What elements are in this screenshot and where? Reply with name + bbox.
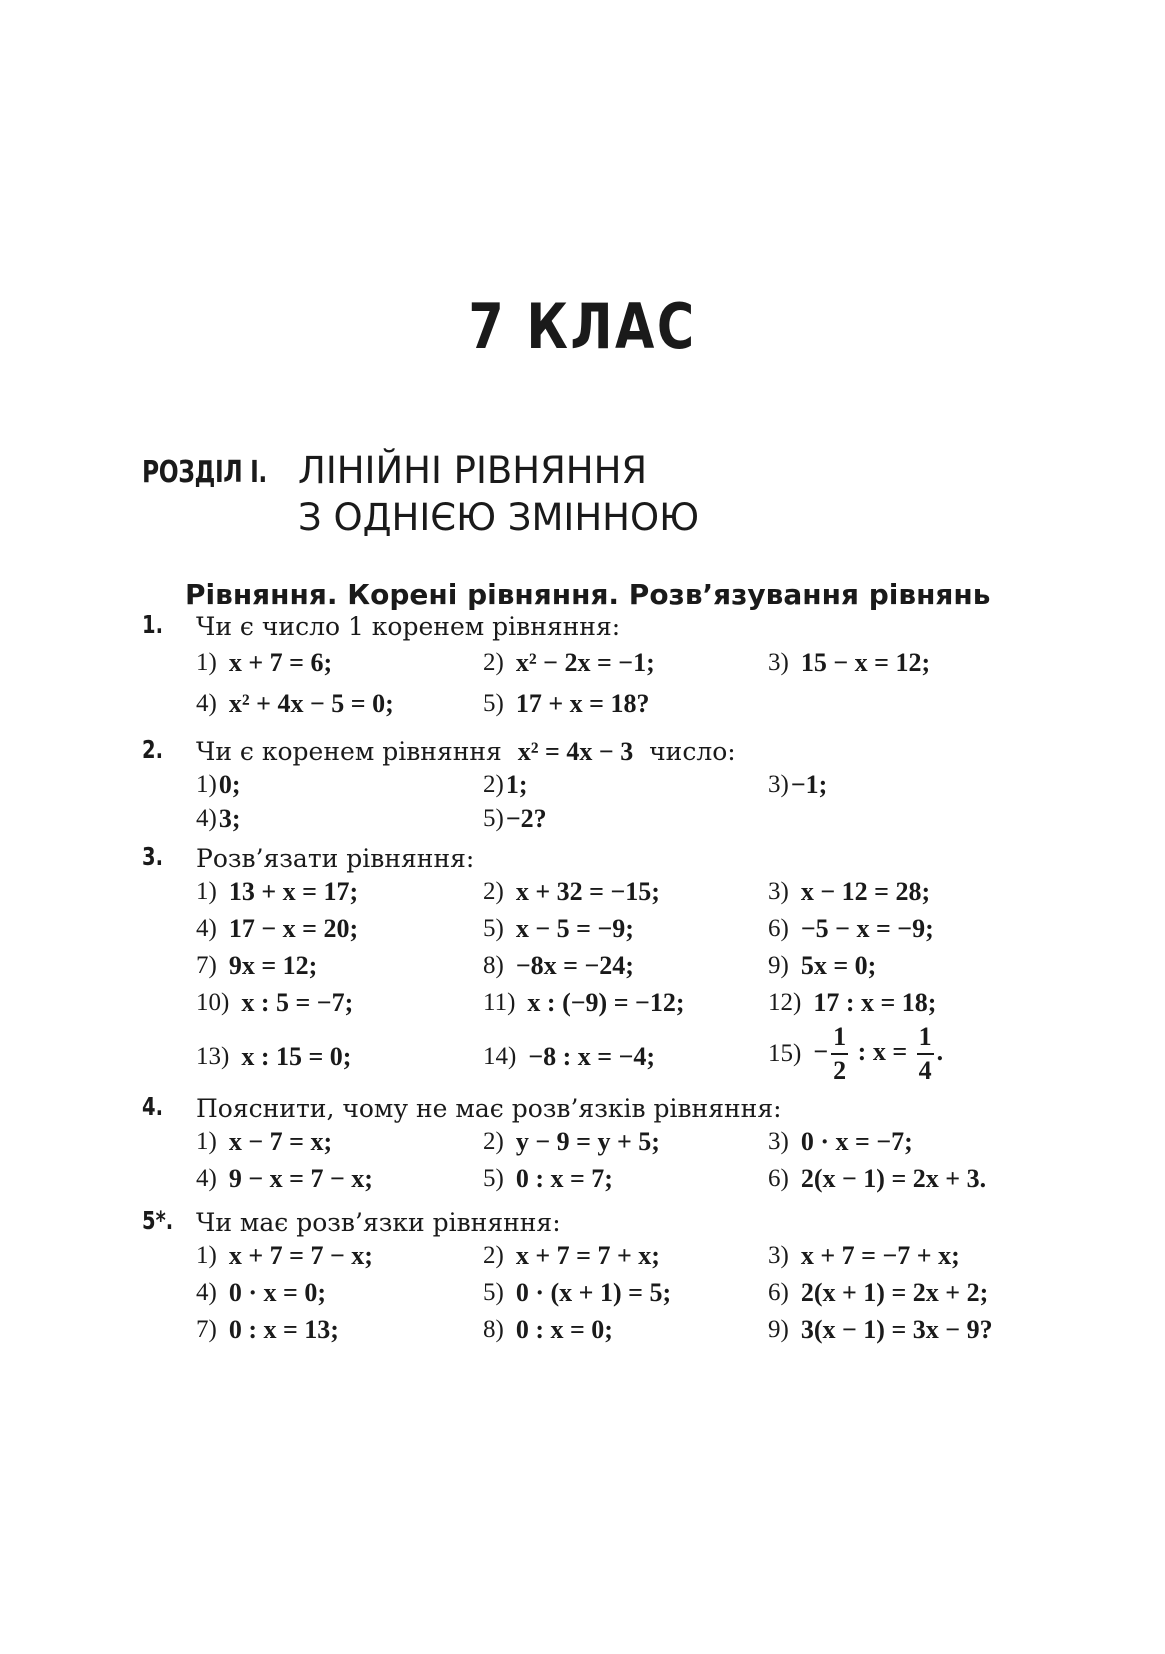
option-number: 3) [768, 649, 789, 676]
grade-title: 7 КЛАС [468, 290, 697, 363]
option-equation: 3(x − 1) = 3x − 9? [800, 1315, 993, 1344]
problem-option [196, 689, 394, 719]
option-equation: 0 · x = 0; [228, 1278, 326, 1307]
option-number: 10) [196, 989, 230, 1016]
problem-prompt [196, 737, 736, 767]
option-equation: 0 · x = −7; [800, 1127, 913, 1156]
problem-option [196, 770, 241, 800]
option-number: 13) [196, 1043, 230, 1070]
problem-option [768, 1164, 986, 1194]
problem-option [483, 1042, 655, 1072]
option-equation: 13 + x = 17; [228, 877, 359, 906]
problem-option [196, 804, 241, 834]
option-equation: 2(x + 1) = 2x + 2; [800, 1278, 989, 1307]
option-number: 6) [768, 1165, 789, 1192]
fraction-equation: − $\frac{1}{2}$ : x = $\frac{1}{4}$ . [813, 1022, 944, 1085]
option-equation: 17 : x = 18; [813, 988, 937, 1017]
problem-prompt: Пояснити, чому не має розв’язків рівняння: [196, 1094, 782, 1123]
problem-option [768, 1241, 960, 1271]
problem-number: 3. [142, 842, 163, 871]
problem-option [196, 1164, 373, 1194]
problem-option [196, 877, 358, 907]
problem-number: 2. [142, 735, 163, 764]
option-equation: x² + 4x − 5 = 0; [228, 689, 394, 718]
option-equation: 9x = 12; [228, 951, 318, 980]
problem-option [483, 951, 634, 981]
option-number: 4) [196, 915, 217, 942]
option-equation: −8x = −24; [515, 951, 634, 980]
fraction [831, 1024, 848, 1084]
section-title-line-1: ЛІНІЙНІ РІВНЯННЯ [298, 449, 648, 492]
option-equation: 2(x − 1) = 2x + 3. [800, 1164, 987, 1193]
problem-option [483, 914, 634, 944]
option-number: 14) [483, 1043, 517, 1070]
problem-option [768, 648, 930, 678]
problem-option [483, 770, 528, 800]
problem-option [196, 648, 332, 678]
problem-option [196, 1241, 373, 1271]
option-equation: 1; [505, 770, 528, 799]
option-equation: −8 : x = −4; [528, 1042, 656, 1071]
option-number: 4) [196, 690, 217, 717]
option-equation: x − 12 = 28; [800, 877, 931, 906]
option-equation: x : 15 = 0; [241, 1042, 352, 1071]
option-number: 2) [483, 1242, 504, 1269]
option-number: 3) [768, 878, 789, 905]
problem-option [483, 988, 685, 1018]
option-number: 8) [483, 952, 504, 979]
problem-option [196, 1127, 332, 1157]
problem-option [768, 770, 827, 800]
option-number: 5) [483, 915, 504, 942]
option-number: 8) [483, 1316, 504, 1343]
option-number: 1) [196, 1128, 217, 1155]
option-number: 3) [768, 1128, 789, 1155]
problem-prompt: Розв’язати рівняння: [196, 844, 475, 873]
problem-option [196, 1278, 326, 1308]
option-equation: 3; [218, 804, 241, 833]
option-number: 5) [483, 690, 504, 717]
option-equation: x − 5 = −9; [515, 914, 634, 943]
option-equation: x + 32 = −15; [515, 877, 660, 906]
option-equation: 0 : x = 0; [515, 1315, 613, 1344]
option-equation: 0 : x = 7; [515, 1164, 613, 1193]
option-number: 1) [196, 878, 217, 905]
problem-option [196, 988, 353, 1018]
problem-prompt: Чи має розв’язки рівняння: [196, 1208, 561, 1237]
section-label: РОЗДІЛ І. [142, 455, 267, 490]
option-equation: 9 − x = 7 − x; [228, 1164, 373, 1193]
prompt-equation: x² = 4x − 3 [517, 737, 634, 766]
option-number: 5) [483, 1279, 504, 1306]
option-number: 2) [483, 649, 504, 676]
option-equation: 17 + x = 18? [515, 689, 650, 718]
option-number: 5) [483, 805, 504, 832]
problem-number: 5*. [142, 1206, 174, 1235]
option-number: 15) [768, 1040, 802, 1067]
problem-option [483, 648, 655, 678]
option-number: 1) [196, 1242, 217, 1269]
problem-option [483, 1278, 671, 1308]
problem-option [768, 1315, 993, 1345]
option-number: 7) [196, 1316, 217, 1343]
option-number: 3) [768, 1242, 789, 1269]
option-equation: 15 − x = 12; [800, 648, 931, 677]
problem-option [768, 951, 876, 981]
option-number: 4) [196, 805, 217, 832]
option-equation: x + 7 = 7 − x; [228, 1241, 373, 1270]
section-title [298, 447, 699, 541]
problem-option [768, 1024, 943, 1084]
fraction-numerator: 1 [917, 1024, 934, 1055]
option-number: 3) [768, 771, 789, 798]
option-number: 11) [483, 989, 516, 1016]
problem-option [768, 877, 930, 907]
option-equation: 0; [218, 770, 241, 799]
option-number: 6) [768, 1279, 789, 1306]
option-equation: 5x = 0; [800, 951, 877, 980]
option-number: 1) [196, 771, 217, 798]
option-equation: x + 7 = 6; [228, 648, 333, 677]
problem-option [483, 877, 660, 907]
option-number: 9) [768, 952, 789, 979]
option-equation: −1; [790, 770, 828, 799]
option-equation: 17 − x = 20; [228, 914, 359, 943]
option-equation: x² − 2x = −1; [515, 648, 655, 677]
problem-option [196, 951, 317, 981]
option-number: 4) [196, 1165, 217, 1192]
option-number: 7) [196, 952, 217, 979]
option-equation [813, 1024, 943, 1084]
problem-number: 1. [142, 610, 163, 639]
option-number: 5) [483, 1165, 504, 1192]
subsection-title: Рівняння. Корені рівняння. Розв’язування рівнянь [185, 578, 991, 611]
problem-option [196, 1315, 339, 1345]
option-equation: 0 : x = 13; [228, 1315, 339, 1344]
option-equation: x + 7 = 7 + x; [515, 1241, 660, 1270]
option-equation: −5 − x = −9; [800, 914, 934, 943]
option-number: 4) [196, 1279, 217, 1306]
option-number: 2) [483, 1128, 504, 1155]
fraction-denominator: 2 [833, 1056, 847, 1085]
problem-option [483, 1241, 660, 1271]
option-equation: 0 · (x + 1) = 5; [515, 1278, 672, 1307]
problem-number: 4. [142, 1092, 163, 1121]
option-equation: y − 9 = y + 5; [515, 1127, 660, 1156]
option-equation: x − 7 = x; [228, 1127, 333, 1156]
section-title-line-2: З ОДНІЄЮ ЗМІННОЮ [298, 496, 700, 539]
fraction [917, 1024, 934, 1084]
option-equation: x : (−9) = −12; [527, 988, 685, 1017]
problem-option [483, 804, 547, 834]
problem-option [483, 1127, 660, 1157]
problem-option [768, 1127, 913, 1157]
problem-option [768, 1278, 988, 1308]
prompt-text: число: [649, 737, 736, 766]
option-number: 12) [768, 989, 802, 1016]
problem-option [196, 1042, 351, 1072]
option-equation: x : 5 = −7; [241, 988, 354, 1017]
problem-option [483, 1164, 613, 1194]
option-number: 6) [768, 915, 789, 942]
option-number: 9) [768, 1316, 789, 1343]
problem-option [768, 988, 936, 1018]
option-number: 1) [196, 649, 217, 676]
problem-option [483, 689, 649, 719]
fraction-denominator: 4 [918, 1056, 932, 1085]
problem-option [483, 1315, 613, 1345]
option-number: 2) [483, 878, 504, 905]
option-number: 2) [483, 771, 504, 798]
prompt-text: Чи є коренем рівняння [196, 737, 502, 766]
fraction-numerator: 1 [831, 1024, 848, 1055]
option-equation: x + 7 = −7 + x; [800, 1241, 960, 1270]
problem-prompt: Чи є число 1 коренем рівняння: [196, 612, 621, 641]
problem-option [768, 914, 934, 944]
option-equation: −2? [505, 804, 547, 833]
problem-option [196, 914, 358, 944]
